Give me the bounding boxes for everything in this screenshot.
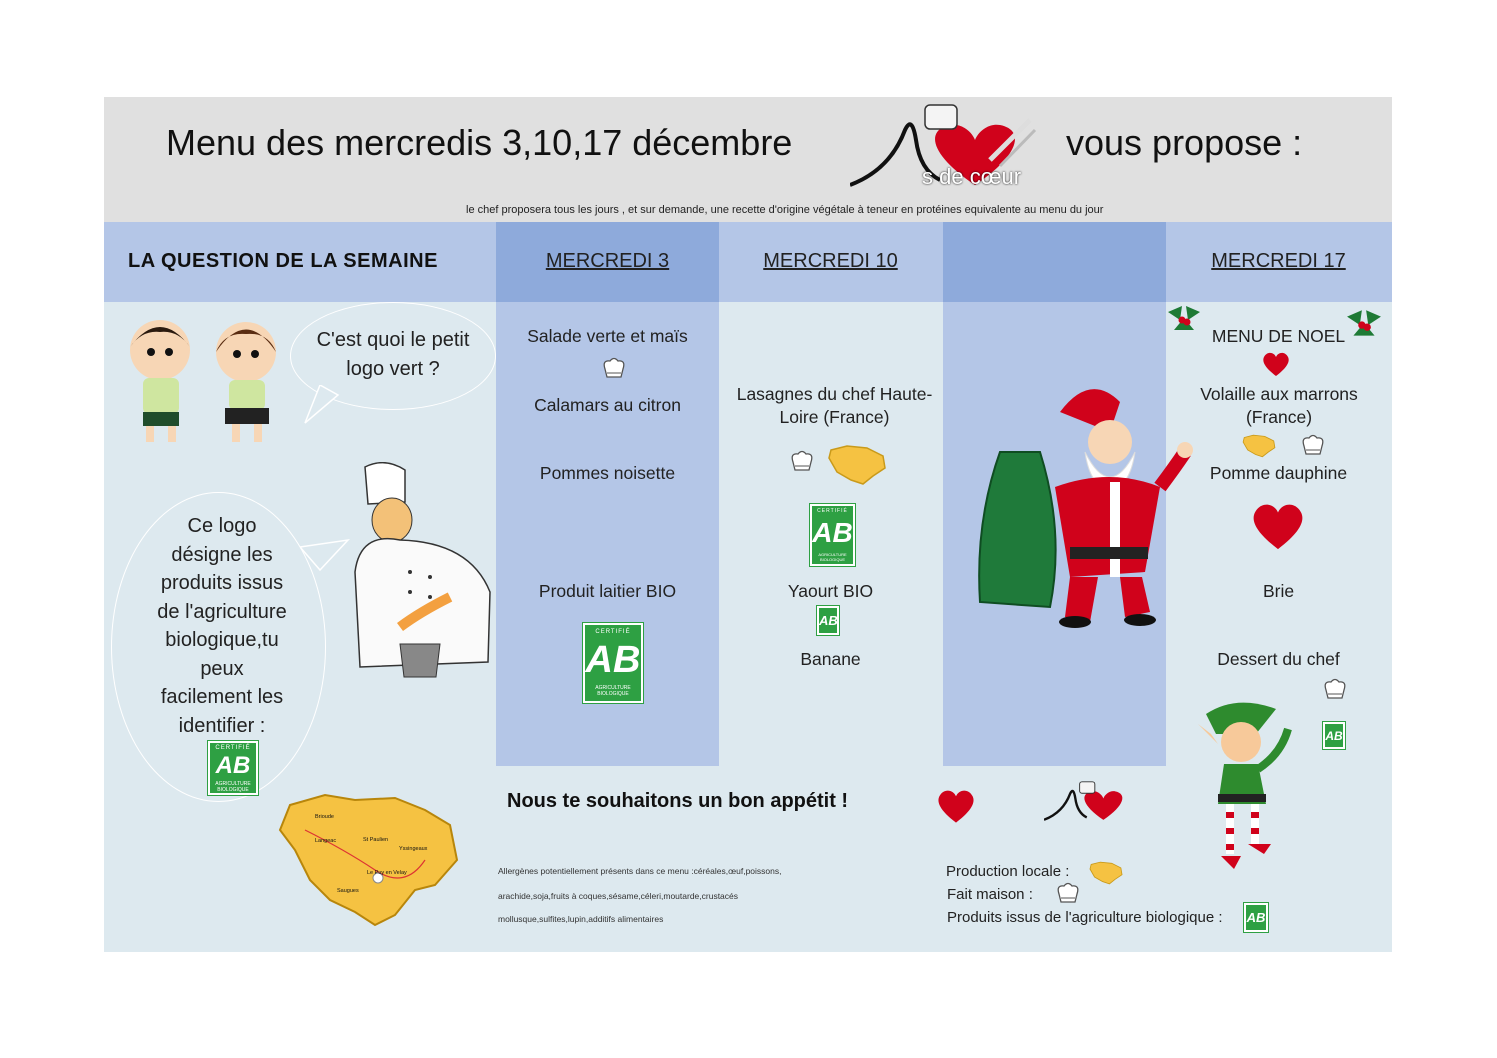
answer-line-6: peux [200,657,244,680]
as-de-coeur-logo-small [1044,778,1139,826]
legend-homemade: Fait maison : [947,886,1033,903]
allergens-line-3: mollusque,sulfites,lupin,additifs alimentaires [498,914,664,924]
heart-icon [936,788,976,824]
ab-organic-logo: AB [817,606,839,635]
chef-illustration [350,462,495,682]
homemade-toque-icon [790,450,814,472]
day-name-mercredi-10: MERCREDI 10 [763,250,898,272]
answer-line-2: désigne les [171,543,273,566]
local-production-map-icon [1242,434,1276,458]
kids-illustration [118,312,288,447]
dish-main-10: Lasagnes du chef Haute-Loire (France) [736,384,933,427]
dish-side-3: Pommes noisette [539,463,676,483]
dish-dessert-17: Dessert du chef [1217,649,1340,669]
map-label: Yssingeaux [399,846,428,852]
bon-appetit-message: Nous te souhaitons un bon appétit ! [507,790,849,812]
dish-side-17: Pomme dauphine [1209,463,1348,483]
legend-local: Production locale : [946,863,1070,880]
map-label: Saugues [337,888,359,894]
dish-dairy-3: Produit laitier BIO [538,581,677,601]
map-label: Brioude [315,814,334,820]
legend-organic: Produits issus de l'agriculture biologique : [947,909,1223,926]
dish-main-3: Calamars au citron [534,395,681,415]
local-production-map-icon [827,444,887,486]
vegetarian-note: le chef proposera tous les jours , et sur demande, une recette d'origine végétale à teneur en protéines equivalente au menu du jour [466,204,1104,216]
ab-organic-logo: AB [1244,903,1268,932]
dish-dairy-10: Yaourt BIO [787,581,874,601]
day-name-mercredi-3: MERCREDI 3 [545,250,670,272]
haute-loire-map [275,790,460,928]
santa-illustration [970,372,1198,630]
question-text [300,326,486,383]
question-line-2: logo vert ? [346,357,440,380]
menu-noel-label: MENU DE NOEL [1211,326,1346,346]
question-bubble-tail [300,385,340,425]
page-title: Menu des mercredis 3,10,17 décembre [166,122,793,163]
answer-line-3: produits issus [160,572,284,594]
dish-dessert-10: Banane [800,649,861,669]
day-name-mercredi-17: MERCREDI 17 [1211,250,1346,272]
map-label: Le Puy en Velay [367,870,407,876]
answer-line-5: biologique,tu [165,629,279,651]
answer-line-8: identifier : [178,714,266,737]
ab-organic-logo: CERTIFIÉ AB AGRICULTURE BIOLOGIQUE [810,504,855,566]
answer-line-7: facilement les [160,686,284,708]
dish-dairy-17: Brie [1262,581,1295,601]
ab-organic-logo: CERTIFIÉ AB AGRICULTURE BIOLOGIQUE [208,741,258,795]
question-title: LA QUESTION DE LA SEMAINE [128,250,438,272]
ab-organic-logo: AB [1323,722,1345,749]
column-head-empty [943,222,1166,302]
dish-starter-3: Salade verte et maïs [527,326,688,346]
answer-text [128,512,316,740]
heart-icon [1250,501,1306,551]
homemade-toque-icon [1301,434,1325,456]
elf-illustration [1196,694,1302,874]
homemade-toque-icon [1056,882,1080,904]
homemade-toque-icon [602,357,626,379]
question-line-1: C'est quoi le petit [316,329,470,351]
logo-text: s de cœur [922,164,1022,189]
heart-icon [1262,351,1290,377]
as-de-coeur-logo [850,100,1050,195]
local-production-map-icon [1088,861,1124,885]
map-label: St Paulien [363,837,389,843]
answer-line-1: Ce logo [187,515,257,537]
answer-line-4: de l'agriculture [157,600,287,623]
map-label: Langeac [315,838,337,844]
dish-main-17: Volaille aux marrons (France) [1200,384,1358,427]
homemade-toque-icon [1323,678,1347,700]
allergens-line-2: arachide,soja,fruits à coques,sésame,céleri,moutarde,crustacés [498,891,739,901]
ab-organic-logo: CERTIFIÉ AB AGRICULTURE BIOLOGIQUE [583,623,643,703]
title-suffix: vous propose : [1066,122,1303,163]
allergens-line-1: Allergènes potentiellement présents dans ce menu :céréales,œuf,poissons, [498,866,782,876]
